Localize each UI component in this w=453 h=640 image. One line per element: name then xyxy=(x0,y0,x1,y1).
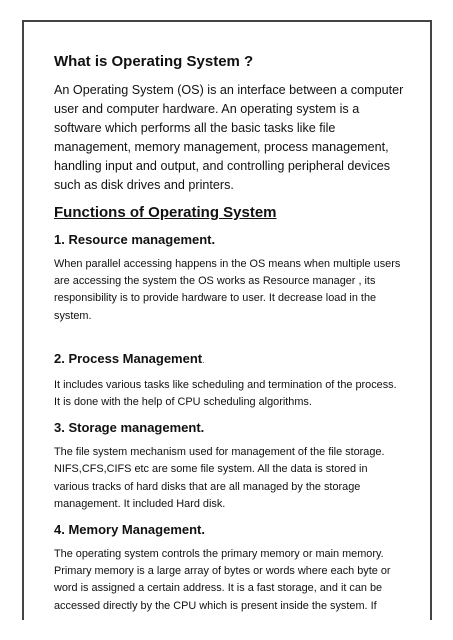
section-body-process: It includes various tasks like scheduling and termination of the process. It is done with the help of CPU scheduling algorithms. xyxy=(54,378,397,409)
section-heading-process: 2. Process Management. xyxy=(54,350,205,366)
section-heading-storage: 3. Storage management. xyxy=(54,420,205,436)
section-body-resource: When parallel accessing happens in the OS means when multiple users are accessing the system the OS works as Resource manager , its responsibility is to provide hardware to user. It decrease load in the system. xyxy=(54,258,401,322)
section-heading-memory: 4. Memory Management. xyxy=(54,522,205,538)
section-heading-resource: 1. Resource management. xyxy=(54,232,216,247)
section-body-memory: The operating system controls the primary memory or main memory. Primary memory is a large array of bytes or words where each byte or word is assigned a certain address. It is a fast storage, and it can be accessed directly by the CPU which is present inside the system. If xyxy=(54,548,391,612)
functions-heading: Functions of Operating System xyxy=(54,204,277,221)
page-title: What is Operating System ? xyxy=(54,53,254,70)
document-content xyxy=(54,52,404,623)
intro-paragraph: An Operating System (OS) is an interface between a computer user and computer hardware. An operating system is a software which performs all the basic tasks like file management, memory management, process management, handling input and output, and controlling peripheral devices such as disk drives and printers. xyxy=(54,83,404,192)
section-body-storage: The file system mechanism used for management of the file storage. NIFS,CFS,CIFS etc are some file system. All the data is stored in various tracks of hard disks that are all managed by the storage management. It included Hard disk. xyxy=(54,446,385,510)
